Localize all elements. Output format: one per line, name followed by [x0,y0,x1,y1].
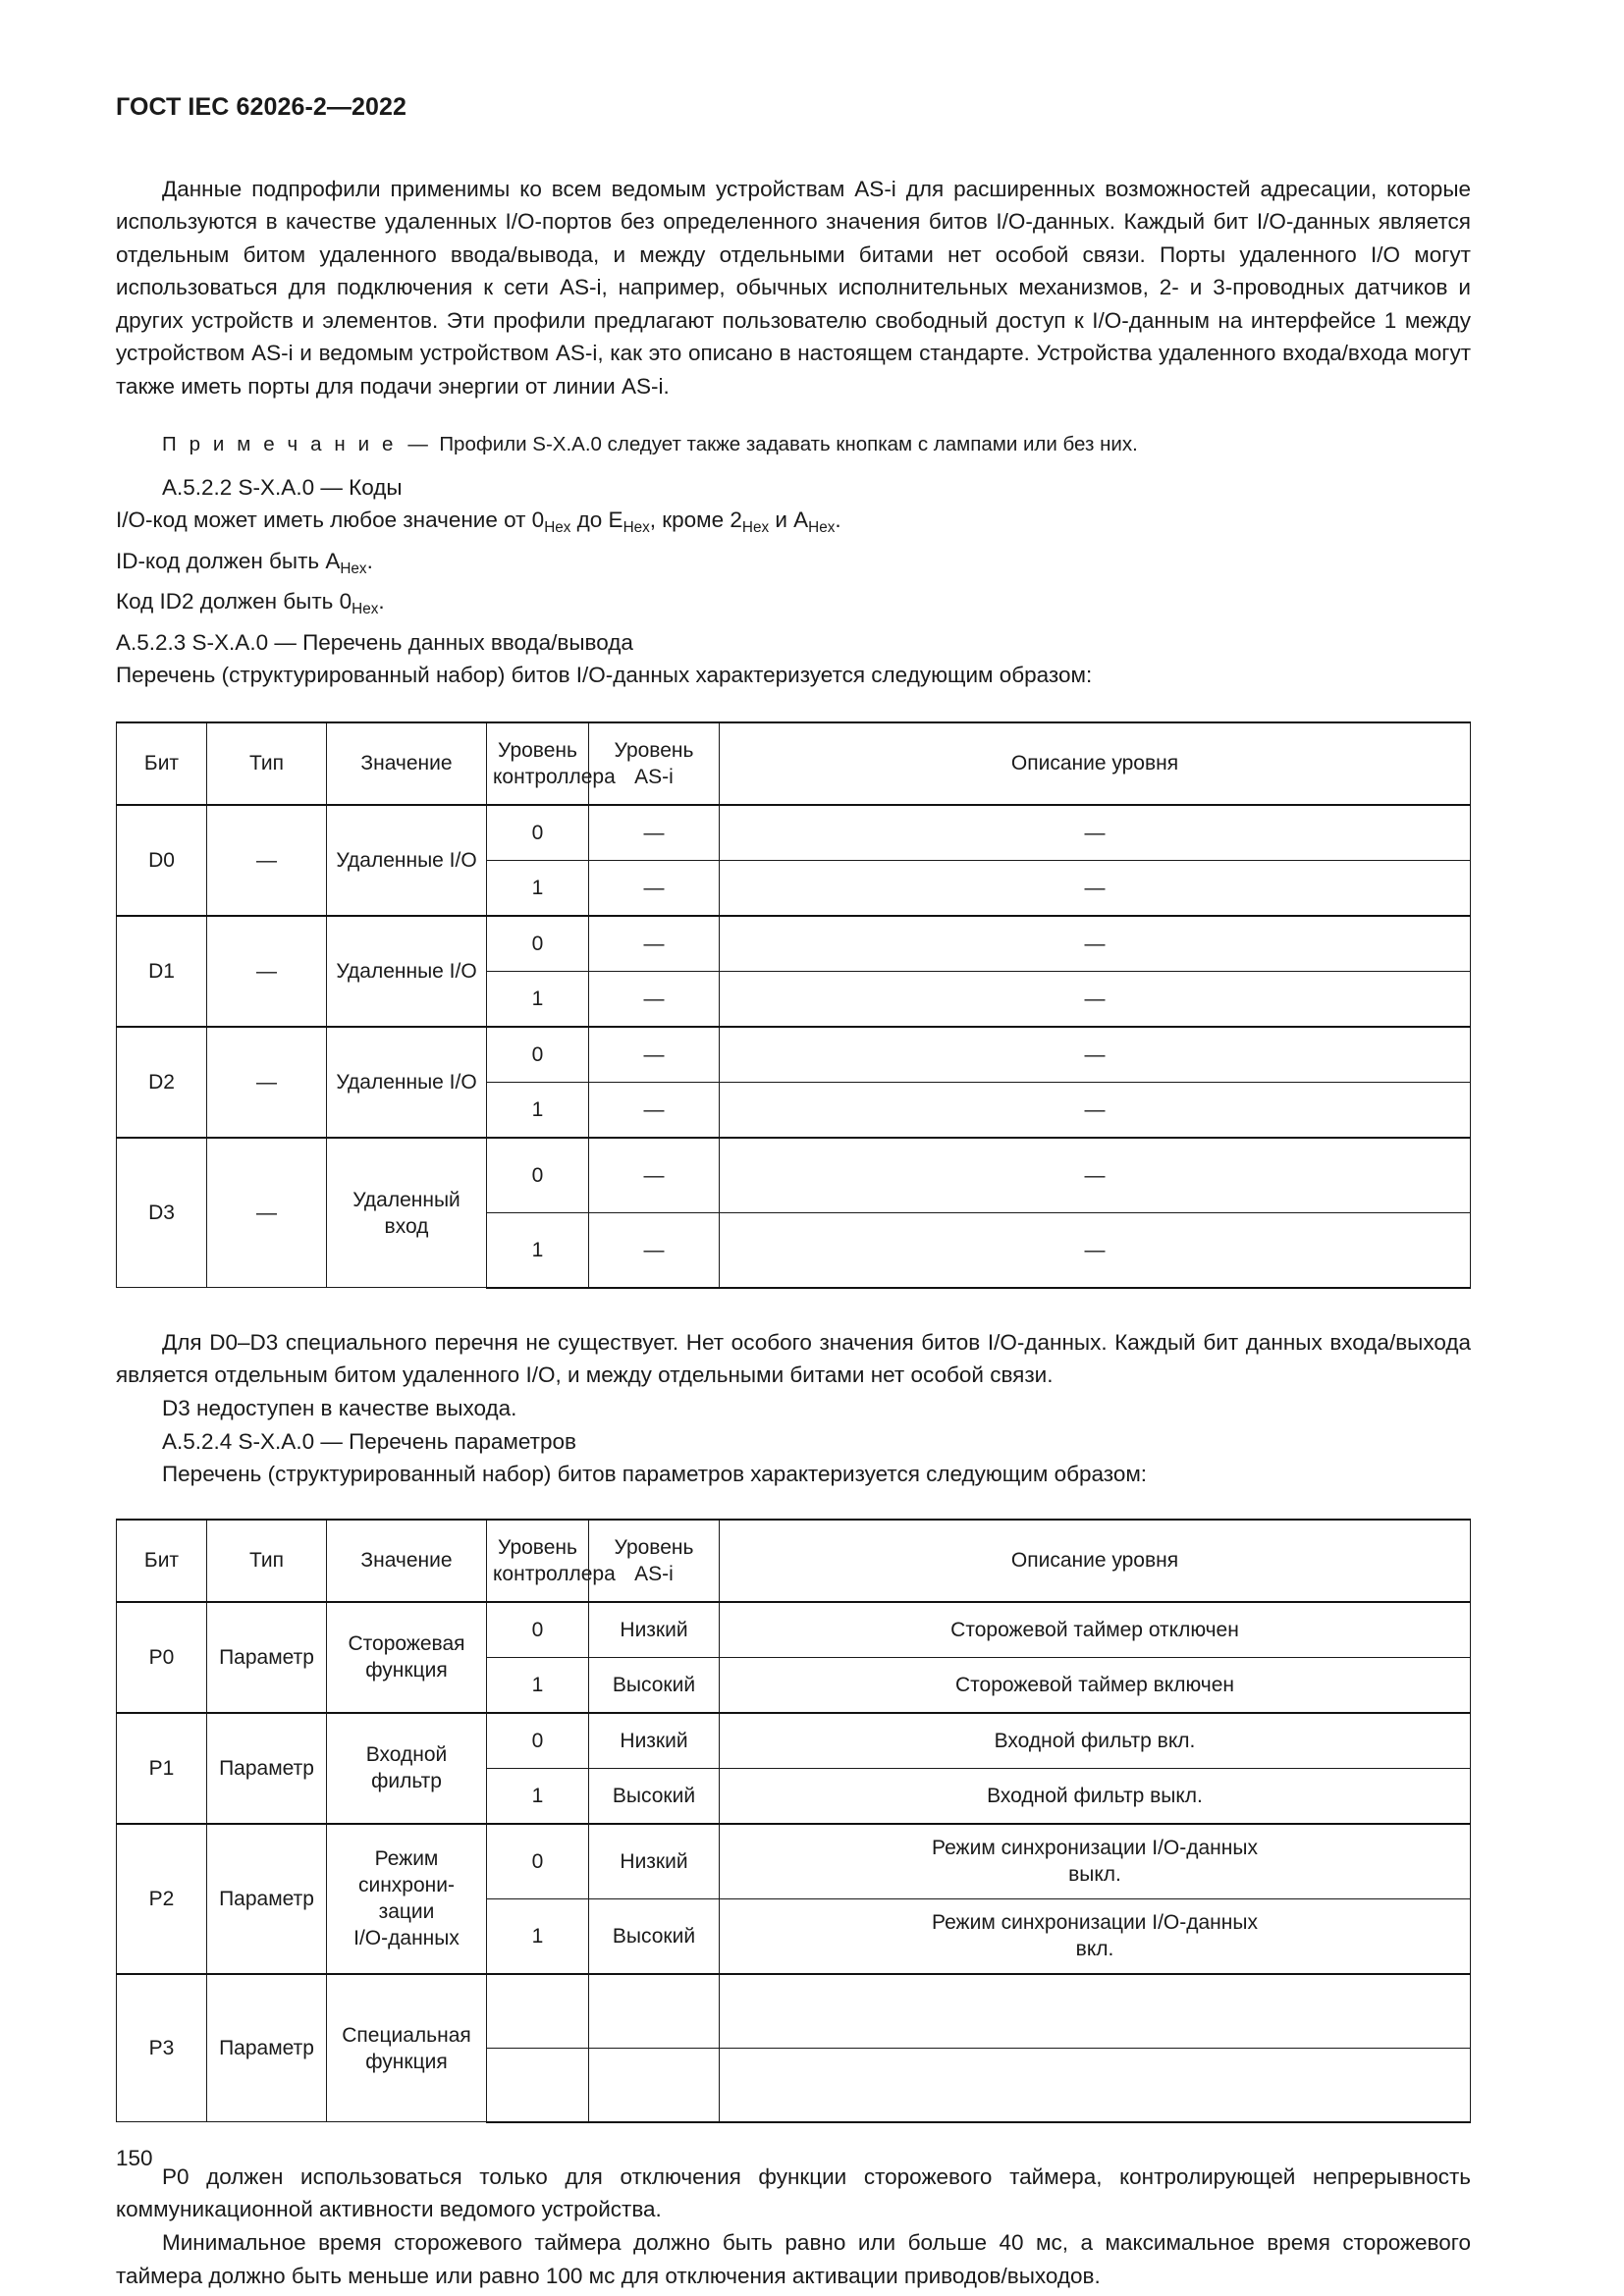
cell-value: Удаленные I/O [327,805,487,916]
cell-value-line1: Режим синхрони- [357,1847,455,1897]
cell-value [327,1824,487,1974]
cell-level-description: — [720,971,1471,1027]
cell-controller-level [487,2048,589,2122]
cell-asi-level: — [589,860,720,916]
params-table-lead-in: Перечень (структурированный набор) битов параметров характеризуется следующим образом: [162,1462,1148,1487]
note-gap [428,433,439,455]
cell-bit: D0 [117,805,207,916]
cell-value [327,1138,487,1288]
desc-line1: Режим синхронизации I/O-данных [932,1911,1258,1935]
table-header-row [117,722,1471,805]
cell-asi-level: — [589,1082,720,1138]
io-code-prefix: I/O-код может иметь любое значение от 0 [116,507,545,533]
page-content [116,94,1471,2292]
cell-controller-level [487,1974,589,2049]
cell-bit: P2 [117,1824,207,1974]
col-header-controller-line2: контроллера [493,765,616,788]
table-row [117,1027,1471,1083]
cell-type: — [207,916,327,1027]
note-label: П р и м е ч а н и е [162,432,397,455]
cell-controller-level: 0 [487,805,589,861]
hex-subscript: Hex [741,519,770,537]
cell-bit: D3 [117,1138,207,1288]
cell-level-description: — [720,916,1471,972]
cell-value-line1: Удаленный [352,1188,460,1211]
hex-subscript: Hex [623,519,650,537]
col-header-type: Тип [207,722,327,805]
cell-level-description: — [720,1212,1471,1288]
cell-bit: D1 [117,916,207,1027]
cell-controller-level: 0 [487,1602,589,1658]
intro-paragraph: Данные подпрофили применимы ко всем ведомым устройствам AS-i для расширенных возможностей адресации, которые используются в качестве удаленных I/O-портов без определенного значения битов I/O-данных. Каждый бит I/O-данных является отдельным битом удаленного ввода/вывода, и между отдельными битами нет особой связи. Порты удаленного I/O могут использоваться для подключения к сети AS-i, например, обычных исполнительных механизмов, 2- и 3-проводных датчиков и других устройств и элементов. Эти профили предлагают пользователю свободный доступ к I/O-данным на интерфейсе 1 между устройством AS-i и ведомым устройством AS-i, как это описано в настоящем стандарте. Устройства удаленного входа/входа могут также иметь порты для подачи энергии от линии AS-i. [116,176,1471,400]
cell-type: — [207,1027,327,1138]
col-header-controller-level [487,1520,616,1602]
col-header-asi-level [589,1520,720,1602]
cell-controller-level: 1 [487,1657,589,1713]
col-header-asi-level [589,722,720,805]
hex-subscript: Hex [808,519,836,537]
col-header-controller-line1: Уровень [498,738,577,762]
cell-level-description: Входной фильтр вкл. [720,1713,1471,1769]
note-text: Профили S-X.A.0 следует также задавать кнопкам с лампами или без них. [439,432,1138,455]
cell-type: Параметр [207,1713,327,1824]
cell-value [327,1602,487,1713]
cell-asi-level: — [589,1212,720,1288]
spacer [116,459,1471,471]
hex-subscript: Hex [340,560,367,577]
cell-asi-level: Низкий [589,1824,720,1899]
cell-asi-level: — [589,1138,720,1213]
cell-controller-level: 1 [487,860,589,916]
cell-controller-level: 0 [487,1027,589,1083]
cell-controller-level: 0 [487,916,589,972]
cell-bit: D2 [117,1027,207,1138]
io-code-mid2: , кроме 2 [649,507,742,533]
cell-asi-level: — [589,971,720,1027]
cell-level-description: Сторожевой таймер отключен [720,1602,1471,1658]
cell-value: Входной фильтр [327,1713,487,1824]
col-header-asi-line2: AS-i [634,1562,674,1585]
cell-value-line2: функция [365,1659,448,1682]
cell-level-description [720,1824,1471,1899]
cell-controller-level: 1 [487,1898,589,1974]
desc-line2: вкл. [1075,1938,1114,1961]
cell-type: Параметр [207,1974,327,2122]
hex-subscript: Hex [352,601,379,618]
cell-asi-level: — [589,916,720,972]
cell-level-description: — [720,1138,1471,1213]
id2-code-line [116,585,1471,625]
cell-asi-level: Высокий [589,1657,720,1713]
table-row [117,1974,1471,2049]
section-a522-heading: A.5.2.2 S-X.A.0 — Коды [162,474,403,500]
col-header-level-description: Описание уровня [720,1520,1471,1602]
col-header-value: Значение [327,1520,487,1602]
cell-type: Параметр [207,1824,327,1974]
note-block [116,429,1471,459]
cell-controller-level: 1 [487,1768,589,1824]
cell-asi-level: Низкий [589,1713,720,1769]
cell-type: Параметр [207,1602,327,1713]
cell-asi-level: Высокий [589,1898,720,1974]
col-header-value: Значение [327,722,487,805]
cell-value-line2: зации [378,1900,435,1924]
cell-value-line2: функция [365,2050,448,2073]
io-data-table-container [116,721,1471,1289]
spacer [116,2123,1471,2161]
section-a524-heading: A.5.2.4 S-X.A.0 — Перечень параметров [162,1428,576,1454]
cell-controller-level: 1 [487,971,589,1027]
id-code-line [116,545,1471,585]
hex-subscript: Hex [544,519,571,537]
note-dash: — [407,432,428,455]
cell-value-line2: вход [384,1214,429,1238]
col-header-type: Тип [207,1520,327,1602]
id-code-prefix: ID-код должен быть A [116,548,341,573]
d3-note: D3 недоступен в качестве выхода. [162,1396,517,1421]
cell-asi-level: — [589,1027,720,1083]
table-row [117,1138,1471,1213]
cell-value-line1: Сторожевая [348,1632,465,1656]
col-header-bit: Бит [117,1520,207,1602]
cell-level-description: — [720,1082,1471,1138]
cell-value-line3: I/O-данных [353,1927,460,1950]
col-header-asi-line1: Уровень [614,738,694,762]
spacer [116,1289,1471,1326]
table-row [117,916,1471,972]
table-row [117,1713,1471,1769]
cell-type: — [207,1138,327,1288]
parameter-table [116,1519,1471,2123]
id2-code-suffix: . [378,589,385,614]
cell-asi-level: — [589,805,720,861]
col-header-controller-line2: контроллера [493,1562,616,1585]
closing-paragraph-2: Минимальное время сторожевого таймера должно быть равно или больше 40 мс, а максимальное время сторожевого таймера должно быть меньше или равно 100 мс для отключения активации приводов/выходов. [116,2230,1471,2288]
cell-asi-level [589,1974,720,2049]
table-row [117,1602,1471,1658]
col-header-bit: Бит [117,722,207,805]
cell-bit: P3 [117,1974,207,2122]
io-data-table [116,721,1471,1289]
cell-asi-level [589,2048,720,2122]
cell-level-description [720,2048,1471,2122]
cell-value [327,1974,487,2122]
desc-line1: Режим синхронизации I/O-данных [932,1837,1258,1860]
col-header-asi-line1: Уровень [614,1535,694,1559]
post-io-table-paragraph: Для D0–D3 специального перечня не существует. Нет особого значения битов I/O-данных. Каждый бит данных входа/выхода является отдельным битом удаленного I/O, и между отдельными битами нет особой связи. [116,1329,1471,1388]
parameter-table-container [116,1519,1471,2123]
id-code-suffix: . [366,548,373,573]
spacer [116,403,1471,429]
cell-controller-level: 1 [487,1212,589,1288]
col-header-level-description: Описание уровня [720,722,1471,805]
cell-level-description: Входной фильтр выкл. [720,1768,1471,1824]
cell-level-description [720,1898,1471,1974]
cell-value: Удаленные I/O [327,1027,487,1138]
cell-value: Удаленные I/O [327,916,487,1027]
page-number: 150 [116,2146,153,2170]
cell-bit: P1 [117,1713,207,1824]
io-code-mid3: и A [769,507,809,533]
cell-asi-level: Низкий [589,1602,720,1658]
cell-level-description: — [720,1027,1471,1083]
col-header-controller-line1: Уровень [498,1535,577,1559]
cell-controller-level: 0 [487,1824,589,1899]
io-code-line [116,504,1471,544]
table-header-row [117,1520,1471,1602]
col-header-asi-line2: AS-i [634,765,674,788]
cell-controller-level: 0 [487,1713,589,1769]
io-code-suffix: . [835,507,841,533]
io-code-mid1: до E [570,507,623,533]
note-dash-spacing [397,433,407,455]
cell-level-description: — [720,805,1471,861]
table-row [117,1824,1471,1899]
desc-line2: выкл. [1068,1863,1121,1887]
cell-level-description [720,1974,1471,2049]
closing-paragraph-1: P0 должен использоваться только для отключения функции сторожевого таймера, контролирующей непрерывность коммуникационной активности ведомого устройства. [116,2163,1471,2222]
cell-level-description: — [720,860,1471,916]
cell-value-line1: Специальная [342,2023,471,2047]
document-header-title: ГОСТ IEC 62026-2—2022 [116,93,407,121]
cell-controller-level: 0 [487,1138,589,1213]
id2-code-prefix: Код ID2 должен быть 0 [116,589,352,614]
cell-bit: P0 [117,1602,207,1713]
table-row [117,805,1471,861]
col-header-controller-level [487,722,616,805]
cell-asi-level: Высокий [589,1768,720,1824]
cell-level-description: Сторожевой таймер включен [720,1657,1471,1713]
section-a523-heading: A.5.2.3 S-X.A.0 — Перечень данных ввода/вывода [116,629,633,655]
cell-controller-level: 1 [487,1082,589,1138]
cell-type: — [207,805,327,916]
io-table-lead-in: Перечень (структурированный набор) битов I/O-данных характеризуется следующим образом: [116,663,1093,688]
